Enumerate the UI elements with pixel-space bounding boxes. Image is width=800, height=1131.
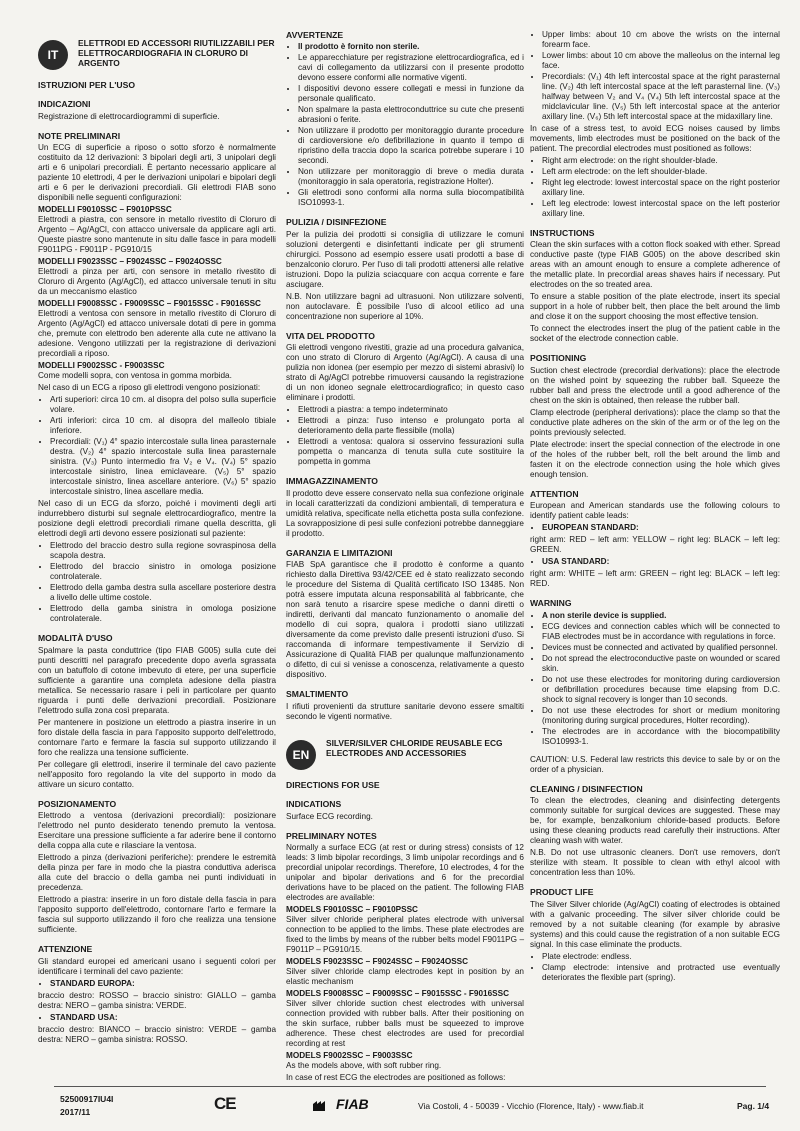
positioning-heading: POSITIONING [530,353,587,364]
italian-header [38,38,276,70]
list-item: • Upper limbs: about 10 cm above the wrists on the internal forearm face. [542,30,780,50]
list-item: • Arti inferiori: circa 10 cm. al disopra del malleolo tibiale inferiore. [50,416,276,436]
standard-eu-text-en: right arm: RED – left arm: YELLOW – right leg: BLACK – left leg: GREEN. [530,535,780,555]
pulizia-heading: PULIZIA / DISINFEZIONE [286,217,387,228]
model-text-en-2: Silver silver chloride clamp electrodes kept in position by an elastic mechanism [286,967,524,987]
english-title: SILVER/SILVER CHLORIDE REUSABLE ECG ELECTRODES AND ACCESSORIES [326,737,503,758]
standard-eu-text: braccio destro: ROSSO – braccio sinistro: GIALLO – gamba destra: NERO – gamba sinistra: VERDE. [38,990,276,1010]
immagazzinamento-heading: IMMAGAZZINAMENTO [286,476,378,487]
model-text-4: Come modelli sopra, con ventosa in gomma morbida. [38,371,232,381]
instructions-text-2: To ensure a stable position of the plate electrode, insert its special support in a hole of rubber belt, then place the belt around the limb and close it on the support choosing the most effective tension. [530,292,780,322]
attention-text: European and American standards use the following colours to identify patient cable leads: [530,501,780,521]
english-header [286,738,524,770]
standard-usa-label: • STANDARD USA: [50,1013,276,1023]
model-heading-1: MODELLI F9010SSC – F9010PSSC [38,205,172,215]
document-date: 2017/11 [60,1106,91,1117]
attenzione-heading: ATTENZIONE [38,944,93,955]
attention-heading: ATTENTION [530,488,579,499]
instructions-text-1: Clean the skin surfaces with a cotton flock soaked with ether. Spread conductive paste (type FIAB G005) on the above described skin areas with an amount enough to ensure a complete adherence of the metallic plate. In precordial areas shaves hairs if necessary. Put electrodes on the so treated area. [530,240,780,290]
list-item: • Elettrodi a ventosa: qualora si osservino fessurazioni sulla pompetta o mancanza di tenuta sulla cute sostituire la pompetta in gomma [298,437,524,467]
list-item: • Le apparecchiature per registrazione elettrocardiografica, ed i cavi di collegamento da utilizzarsi con il presente prodotto devono essere conformi alle normative vigenti. [298,53,524,83]
modalita-text: Spalmare la pasta conduttrice (tipo FIAB G005) sulla cute dei punti descritti nel paragrafo precedente dopo averla sgrassata con un batuffolo di cotone imbevuto di etere, per una superficie sufficiente a garantire una completa adesione della piastra metallica. Se necessario rasare i peli in particolare per quanto riguarda i punti delle derivazioni precordiali. Posizionare l'elettrodo sulla zona così preparata. [38,645,276,715]
positioning-text-3: Plate electrode: insert the special connection of the electrode in one of the holes of the rubber belt, roll the belt around the limb and fasten it on the electrode connection using the hole which gives enough tension. [530,439,780,479]
stress-text: In case of a stress test, to avoid ECG noises caused by limbs movements, limb electrodes must be positioned on the back of the patient. The precordial electrodes must positioned as follows: [530,124,780,153]
standard-usa-text: braccio destro: BIANCO – braccio sinistro: VERDE – gamba destra: NERO – gamba sinistra: ROSSO. [38,1024,276,1044]
list-item: • I dispositivi devono essere collegati e messi in funzione da personale qualificato. [298,84,524,104]
note-heading: NOTE PRELIMINARI [38,130,121,141]
list-item: • Clamp electrode: intensive and protracted use eventually deteriorates the flexible part (spring). [542,963,780,983]
language-badge-en: EN [286,740,316,770]
riposo-list [38,395,276,497]
smaltimento-heading: SMALTIMENTO [286,689,349,700]
standard-list [38,979,276,989]
list-item: • Right leg electrode: lowest intercostal space on the right posterior axillary line. [542,178,780,198]
list-item: • A non sterile device is supplied. [542,611,780,621]
list-item: • Do not use these electrodes for monitoring during cardioversion or defibrillation procedures because time elapsing from D.C. shock to signal recovery is longer than 10 seconds. [542,675,780,705]
pulizia-text: Per la pulizia dei prodotti si consiglia di utilizzare le comuni soluzioni detergenti e disinfettanti indicate per gli strumenti chirurgici. Possono ad esempio essere usati prodotti a base di benzalconio cloruro. Per l'uso di tali prodotti attenersi alle relative istruzioni. Dopo la pulizia sciacquare con acqua corrente e fare asciugare. [286,229,524,289]
garanzia-heading: GARANZIA E LIMITAZIONI [286,547,393,558]
positioning-text-2: Clamp electrode (peripheral derivations): place the clamp so that the conductive plate adheres on the skin of the arm or of the leg on the points previously selected. [530,407,780,437]
vita-heading: VITA DEL PRODOTTO [286,330,375,341]
standard-list-usa [38,1013,276,1023]
posizionamento-text-3: Elettrodo a piastra: inserire in un foro distale della fascia in para l'apposito supporto dell'elettrodo, contornare l'arto e fermare la fascia sul supporto utilizzando il foro che realizza una tensione sufficiente. [38,895,276,935]
model-heading-en-2: MODELS F9023SSC – F9024SSC – F9024OSSC [286,957,469,967]
preliminary-heading: PRELIMINARY NOTES [286,830,377,841]
positioning-text-1: Suction chest electrode (precordial derivations): place the electrode on the wished point by squeezing the rubber ball. Squeeze the rubber ball and press the electrode until a good adherence of the chest on the skin is obtained, then release the rubber ball. [530,365,780,405]
immagazzinamento-text: Il prodotto deve essere conservato nella sua confezione originale in locali caratterizzati da condizioni ambientali, di temperatura e umidità relativa, specificate nella etichetta posta sulla confezione. La sovrapposizione di pesi sulle confezioni potrebbe danneggiare il prodotto. [286,488,524,538]
list-item: • Non utilizzare il prodotto per monitoraggio durante procedure di cardioversione e/o defibrillazione in quanto il tempo di ripristino della traccia dopo la scarica potrebbe superare i 10 secondi. [298,126,524,166]
list-item: • Left arm electrode: on the left shoulder-blade. [542,167,780,177]
list-item: • Il prodotto è fornito non sterile. [298,42,524,52]
cleaning-text-2: N.B. Do not use ultrasonic cleaners. Don't use removers, don't sterilize with steam. It possible to clean with ethyl alcool with concentration less than 10%. [530,848,780,878]
standard-eu-label-en: • EUROPEAN STANDARD: [542,523,780,533]
istruzioni-heading: ISTRUZIONI PER L'USO [38,80,136,90]
indicazioni-heading: INDICAZIONI [38,99,91,110]
model-heading-4: MODELLI F9002SSC - F9003SSC [38,361,165,371]
posizionamento-heading: POSIZIONAMENTO [38,798,117,809]
list-item: • Non spalmare la pasta elettroconduttrice su cute che presenti abrasioni o ferite. [298,105,524,125]
document-code [60,1093,113,1119]
list-item: • Elettrodi a piastra: a tempo indeterminato [298,405,524,415]
product-life-text: The Silver Silver chloride (Ag/AgCl) coating of electrodes is obtained with a galvanic proceeding. The silver silver chloride could be removed by a not suitable cleaning (for example by abrasive systems) and this could cause the registration of a non suitable ECG signal. In this case eliminate the products. [530,899,780,949]
language-badge-it: IT [38,40,68,70]
list-item: • Precordials: (V₁) 4th left intercostal space at the right parasternal line. (V₂) 4th left intercostal space at the left parasternal line. (V₃) halfway between V₂ and V₄ (V₄) 5th left intercostal space at the midclavicular line. (V₅) 5th left intercostal space at the anterior axillary line. (V₆) 5th left intercostal space at the midaxillary line. [542,72,780,122]
smaltimento-text: I rifiuti provenienti da strutture sanitarie devono essere smaltiti secondo le vigenti normative. [286,701,524,721]
sforzo-list [38,541,276,624]
list-item: • Plate electrode: endless. [542,952,780,962]
list-item: • Left leg electrode: lowest intercostal space on the left posterior axillary line. [542,199,780,219]
standard-eu-label: • STANDARD EUROPA: [50,979,276,989]
cleaning-text: To clean the electrodes, cleaning and disinfecting detergents commonly suitable for surgical devices are suggested. These may be, for example, benzalkonium chloride-based products. Before using these cleaning products read carefully their instructions. After cleaning wash with water. [530,796,780,846]
document-number: 52500917IU4I [60,1094,114,1104]
column-3 [530,30,780,985]
note-text: Un ECG di superficie a riposo o sotto sforzo è normalmente costituito da 12 derivazioni: 3 bipolari degli arti, 3 unipolari degli arti e 6 unipolari precordiali. È pertanto necessario applicare al paziente 10 elettrodi, 4 per le derivazioni unipolari e bipolari degli arti e 6 per le derivazioni precordiali. Gli elettrodi FIAB sono disponibili nelle seguenti configurazioni: [38,143,276,203]
directions-heading: DIRECTIONS FOR USE [286,779,380,790]
model-text-1: Elettrodi a piastra, con sensore in metallo rivestito di Cloruro di Argento – Ag/AgCl, con attacco universale da applicare agli arti. Queste piastre sono mantenute in situ dalle fasce in para modelli F9011PG - F9011P - PG910/15 [38,215,276,255]
list-item: • Right arm electrode: on the right shoulder-blade. [542,156,780,166]
standard-usa-text-en: right arm: WHITE – left arm: GREEN – right leg: BLACK – left leg: RED. [530,569,780,589]
attenzione-text: Gli standard europei ed americani usano i seguenti colori per identificare i terminali del cavo paziente: [38,956,276,976]
list-item: • Do not use these electrodes for short or medium monitoring (monitoring during surgical procedures, Holter recording). [542,706,780,726]
list-item: • Arti superiori: circa 10 cm. al disopra del polso sulla superficie volare. [50,395,276,415]
italian-title: ELETTRODI ED ACCESSORI RIUTILIZZABILI PER ELETTROCARDIOGRAFIA IN CLORURO DI ARGENTO [78,38,275,69]
list-item: • Elettrodo del braccio sinistro in omologa posizione controlaterale. [50,562,276,582]
modalita-text-2: Per mantenere in posizione un elettrodo a piastra inserire in un foro distale della fascia in para l'apposito supporto dell'elettrodo, contornare l'arto e fermare la fascia sul supporto utilizzando il foro che realizza una tensione sufficiente. [38,717,276,757]
instructions-text-3: To connect the electrodes insert the plug of the patient cable in the socket of the electrode connection cable. [530,324,780,344]
list-item: • Elettrodi a pinza: l'uso intenso e prolungato porta al deterioramento della parte flessibile (molla) [298,416,524,436]
page-footer [0,1086,800,1131]
list-item: • Elettrodo della gamba sinistra in omologa posizione controlaterale. [50,604,276,624]
footer-divider [54,1086,766,1087]
rest-list [530,30,780,122]
preliminary-text: Normally a surface ECG (at rest or during stress) consists of 12 leads: 3 limb bipolar recordings, 3 limb unipolar recordings and 6 precordial unipolar recordings. Therefore, 10 electrodes, 4 for the unipolar and bipolar derivations and 6 for the precordial derivations have to be placed on the patient. The following FIAB electrodes are available: [286,843,524,903]
model-text-en-3: Silver silver chloride suction chest electrodes with universal connection provided with rubber balls. After their positioning on the skin surface, rubber balls must be squeezed to improve adherence. These chest electrodes are used for precordial recording at rest [286,999,524,1049]
model-heading-en-3: MODELS F9008SSC – F9009SSC – F9015SSC - F9016SSC [286,989,509,999]
riposo-text: Nel caso di un ECG a riposo gli elettrodi vengono posizionati: [38,383,261,393]
model-text-2: Elettrodi a pinza per arti, con sensore in metallo rivestito di Cloruro di Argento (Ag/AgCl), ed attacco universale tenuti in situ da un meccanismo elastico [38,267,276,297]
sforzo-text: Nel caso di un ECG da sforzo, poiché i movimenti degli arti indurrebbero disturbi sul segnale elettrocardiografico, mentre la posizione degli elettrodi precordiali rimane quella descritta, gli elettrodi degli arti devono essere posizionati sul paziente: [38,499,276,539]
column-2 [286,30,524,1085]
product-life-list [530,952,780,983]
model-text-en-4: As the models above, with soft rubber ring. [286,1061,442,1071]
list-item: • Do not spread the electroconductive paste on wounded or scared skin. [542,654,780,674]
column-italian-1 [38,30,276,1047]
list-item: • The electrodes are in accordance with the biocompatibility ISO10993-1. [542,727,780,747]
company-address: Via Costoli, 4 - 50039 - Vicchio (Florence, Italy) - www.fiab.it [418,1101,644,1111]
caution-text: CAUTION: U.S. Federal law restricts this device to sale by or on the order of a physician. [530,754,780,774]
avvertenze-heading: AVVERTENZE [286,30,344,40]
vita-list [286,405,524,467]
model-text-3: Elettrodi a ventosa con sensore in metallo rivestito di Cloruro di Argento (Ag/AgCl) ed attacco universale dotati di pere in gomma che, premute con elettrodo ben aderente alla cute ne attivano la adesione. Vengono utilizzati per la registrazione di derivazioni precordiali a riposo. [38,309,276,359]
list-item: • Non utilizzare per monitoraggio di breve o media durata (monitoraggio in sala operatoria, registrazione Holter). [298,167,524,187]
list-item: • Elettrodo del braccio destro sulla regione sovraspinosa della scapola destra. [50,541,276,561]
garanzia-text: FIAB SpA garantisce che il prodotto è conforme a quanto richiesto dalla Direttiva 93/42/CEE ed è stato realizzato secondo le procedure del Sistema di Qualità certificato ISO 13485. Non potrà essere imputata alcuna responsabilità al fabbricante, che non sarà tenuto a risarcire spese mediche o danni diretti o indiretti, derivanti dal mancato funzionamento o anomalie del modello di cui sopra, qualora i prodotti siano utilizzati diversamente da come previsto dalle presenti istruzioni d'uso. Si raccomanda di informare tempestivamente il Servizio di Assicurazione di Qualità FIAB per qualunque malfunzionamento o difetto, di cui si venisse a conoscenza, relativamente a questo dispositivo. [286,560,524,680]
warning-heading: WARNING [530,598,572,609]
indications-text: Surface ECG recording. [286,811,373,821]
stress-list [530,156,780,219]
list-item: • Lower limbs: about 10 cm above the malleolus on the internal leg face. [542,51,780,71]
indicazioni-text: Registrazione di elettrocardiogrammi di superficie. [38,111,220,121]
modalita-text-3: Per collegare gli elettrodi, inserire il terminale del cavo paziente nell'apposito foro regolando la vite del supporto in modo da attivare un sicuro contatto. [38,759,276,789]
model-heading-en-1: MODELS F9010SSC – F9010PSSC [286,905,418,915]
model-heading-2: MODELLI F9023SSC – F9024SSC – F9024OSSC [38,257,222,267]
list-item: • Devices must be connected and activated by qualified personnel. [542,643,780,653]
list-item: • Precordiali: (V₁) 4° spazio intercostale sulla linea parasternale destra. (V₂) 4° spazio intercostale sulla linea parasternale sinistra. (V₃) Punto intermedio fra V₂ e V₄. (V₄) 5° spazio intercostale sinistro, linea emiclaveare. (V₅) 5° spazio intercostale sinistro, linea ascellare anteriore. (V₆) 5° spazio intercostale sinistro, linea ascellare media. [50,437,276,497]
modalita-heading: MODALITÀ D'USO [38,633,113,644]
product-life-heading: PRODUCT LIFE [530,887,594,898]
manufacturer-icon [312,1100,328,1114]
list-item: • Elettrodo della gamba destra sulla ascellare posteriore destra a livello delle ultime costole. [50,583,276,603]
ce-mark: CE [214,1094,236,1113]
fiab-logo: FIAB [336,1096,369,1112]
model-text-en-1: Silver silver chloride peripheral plates electrode with universal connection to be applied to the limbs. These plate electrodes are fixed to the limbs by means of the rubber belts model F9011PG – F9011P – PG910/15. [286,915,524,955]
list-item: • ECG devices and connection cables which will be connected to FIAB electrodes must be in accordance with regulations in force. [542,622,780,642]
cleaning-heading: CLEANING / DISINFECTION [530,783,643,794]
standard-usa-label-en: • USA STANDARD: [542,557,780,567]
instructions-heading: INSTRUCTIONS [530,228,595,238]
posizionamento-text-1: Elettrodo a ventosa (derivazioni precordiali): posizionare l'elettrodo nel punto desiderato tenendo premuto la ventosa. Esercitare una pressione sufficiente a far aderire bene il contorno della coppa alla cute e rilasciare la ventosa. [38,811,276,851]
pulizia-text-2: N.B. Non utilizzare bagni ad ultrasuoni. Non utilizzare solventi, non autoclavare. È possibile l'uso di alcool etilico ad una concentrazione non superiore al 10%. [286,291,524,321]
model-heading-en-4: MODELS F9002SSC – F9003SSC [286,1051,413,1061]
warning-list [530,611,780,747]
rest-text: In case of rest ECG the electrodes are positioned as follows: [286,1073,506,1083]
vita-text: Gli elettrodi vengono rivestiti, grazie ad una procedura galvanica, con uno strato di Cloruro di Argento (Ag/AgCl). A causa di una pulizia non idonea (per esempio per mezzo di sistemi abrasivi) lo strato di Ag/AgCl potrebbe rimuoversi causando la registrazione di un non idoneo segnale elettrocardiografico; in questo caso eliminare i prodotti. [286,343,524,403]
standard-list-en [530,523,780,533]
avvertenze-list [286,42,524,208]
indications-heading: INDICATIONS [286,799,342,810]
page-number: Pag. 1/4 [737,1101,770,1111]
posizionamento-text-2: Elettrodo a pinza (derivazioni periferiche): prendere le estremità della pinza per fare in modo che la piastra conduttiva aderisca alla cute del braccio o della gamba nei punti individuati in precedenza. [38,853,276,893]
standard-list-usa-en [530,557,780,567]
model-heading-3: MODELLI F9008SSC - F9009SSC – F9015SSC - F9016SSC [38,299,261,309]
list-item: • Gli elettrodi sono conformi alla norma sulla biocompatibilità ISO10993-1. [298,188,524,208]
